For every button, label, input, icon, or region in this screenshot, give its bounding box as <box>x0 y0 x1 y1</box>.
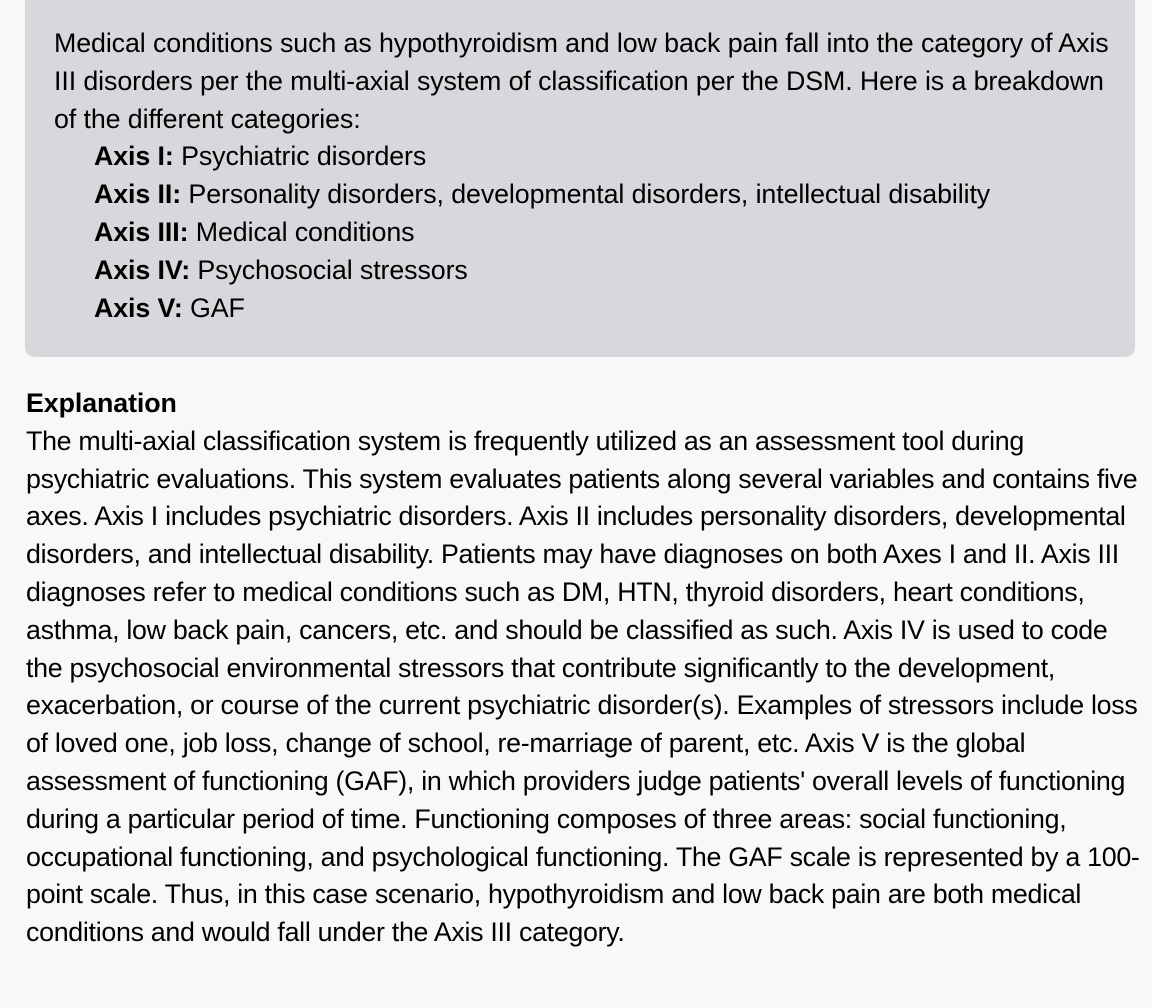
axis-label: Axis III: <box>94 216 189 247</box>
axis-label: Axis I: <box>94 141 174 172</box>
explanation-heading: Explanation <box>26 388 177 418</box>
axis-item-1 <box>94 138 1125 176</box>
axis-item-2 <box>94 176 1125 214</box>
axis-label: Axis II: <box>94 179 182 210</box>
axis-text: Medical conditions <box>195 216 415 247</box>
axis-label: Axis IV: <box>94 254 191 285</box>
explanation-body: The multi-axial classification system is frequently utilized as an assessment tool during psychiatric evaluations. This system evaluates patients along several variables and contains five axes. Axis I includes psychiatric disorders. Axis II includes personality disorders, developmental disorders, and intellectual disability. Patients may have diagnoses on both Axes I and II. Axis III diagnoses refer to medical conditions such as DM, HTN, thyroid disorders, heart conditions, asthma, low back pain, cancers, etc. and should be classified as such. Axis IV is used to code the psychosocial environmental stressors that contribute significantly to the development, exacerbation, or course of the current psychiatric disorder(s). Examples of stressors include loss of loved one, job loss, change of school, re-marriage of parent, etc. Axis V is the global assessment of functioning (GAF), in which providers judge patients' overall levels of functioning during a particular period of time. Functioning composes of three areas: social functioning, occupational functioning, and psychological functioning. The GAF scale is represented by a 100-point scale. Thus, in this case scenario, hypothyroidism and low back pain are both medical conditions and would fall under the Axis III category. <box>26 425 1140 948</box>
answer-intro: Medical conditions such as hypothyroidism and low back pain fall into the category of Axis III disorders per the multi-axial system of classification per the DSM. Here is a breakdown of the different categories: <box>54 28 1109 134</box>
axis-list <box>54 138 1125 327</box>
axis-text: Psychosocial stressors <box>197 254 468 285</box>
explanation-section <box>26 385 1141 952</box>
axis-text: Personality disorders, developmental disorders, intellectual disability <box>188 179 991 210</box>
answer-box <box>25 0 1135 357</box>
axis-item-5 <box>94 290 1125 328</box>
axis-label: Axis V: <box>94 292 183 323</box>
axis-text: Psychiatric disorders <box>181 141 427 172</box>
axis-text: GAF <box>190 292 245 323</box>
axis-item-4 <box>94 252 1125 290</box>
axis-item-3 <box>94 214 1125 252</box>
